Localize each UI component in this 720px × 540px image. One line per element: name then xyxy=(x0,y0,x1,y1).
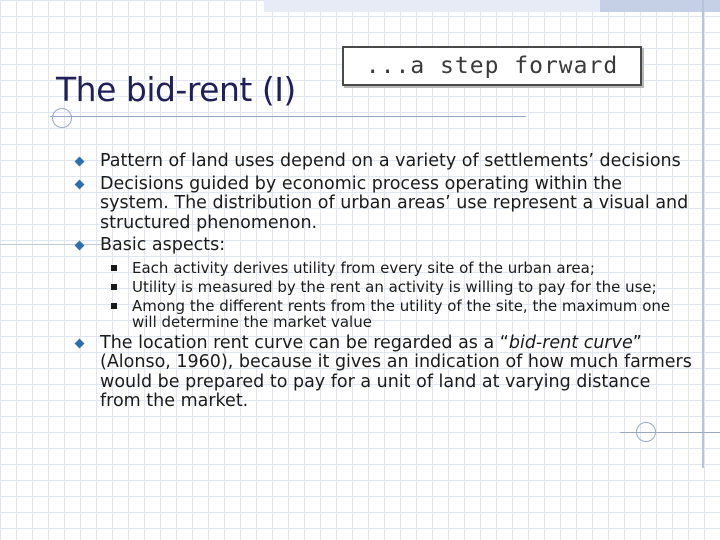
title-underline xyxy=(50,116,526,117)
diamond-bullet-icon xyxy=(75,157,85,167)
bullet-item xyxy=(72,152,692,172)
right-decor-line xyxy=(702,0,704,468)
bullet-item xyxy=(72,334,692,412)
square-bullet-icon xyxy=(111,303,117,309)
bottom-decor-line xyxy=(620,432,720,433)
slide-subtitle: ...a step forward xyxy=(365,53,619,79)
decor-circle-right xyxy=(636,422,656,442)
sub-bullet-item xyxy=(72,260,692,276)
sub-bullet-text: Among the different rents from the utility of the site, the maximum one will determine the market value xyxy=(132,296,671,331)
bullet-item xyxy=(72,236,692,256)
diamond-bullet-icon xyxy=(75,241,85,251)
bullet-text: Pattern of land uses depend on a variety of settlements’ decisions xyxy=(100,151,681,171)
diamond-bullet-icon xyxy=(75,179,85,189)
bullet-text: Decisions guided by economic process operating within the system. The distribution of urban areas’ use represent a visual and structured phenomenon. xyxy=(100,173,689,233)
bullet-text: Basic aspects: xyxy=(100,235,226,255)
slide-title: The bid-rent (I) xyxy=(56,70,296,109)
bullet-text-lead: The location rent curve can be regarded as a “ xyxy=(100,332,509,353)
bullet-item xyxy=(72,175,692,234)
slide-content xyxy=(72,152,692,415)
sub-bullet-list xyxy=(72,260,692,330)
sub-bullet-text: Each activity derives utility from every site of the urban area; xyxy=(132,258,595,277)
decor-circle-left xyxy=(52,108,72,128)
square-bullet-icon xyxy=(111,265,117,271)
sub-bullet-text: Utility is measured by the rent an activity is willing to pay for the use; xyxy=(132,277,657,296)
sub-bullet-item xyxy=(72,279,692,295)
diamond-bullet-icon xyxy=(75,338,85,348)
bullet-text-rest: ” (Alonso, 1960), because it gives an indication of how much farmers would be prepared to pay for a unit of land at varying distance from the market. xyxy=(100,332,692,411)
square-bullet-icon xyxy=(111,284,117,290)
bid-rent-curve-term: bid-rent curve xyxy=(508,332,633,353)
subtitle-box xyxy=(342,46,642,86)
sub-bullet-item xyxy=(72,298,692,330)
